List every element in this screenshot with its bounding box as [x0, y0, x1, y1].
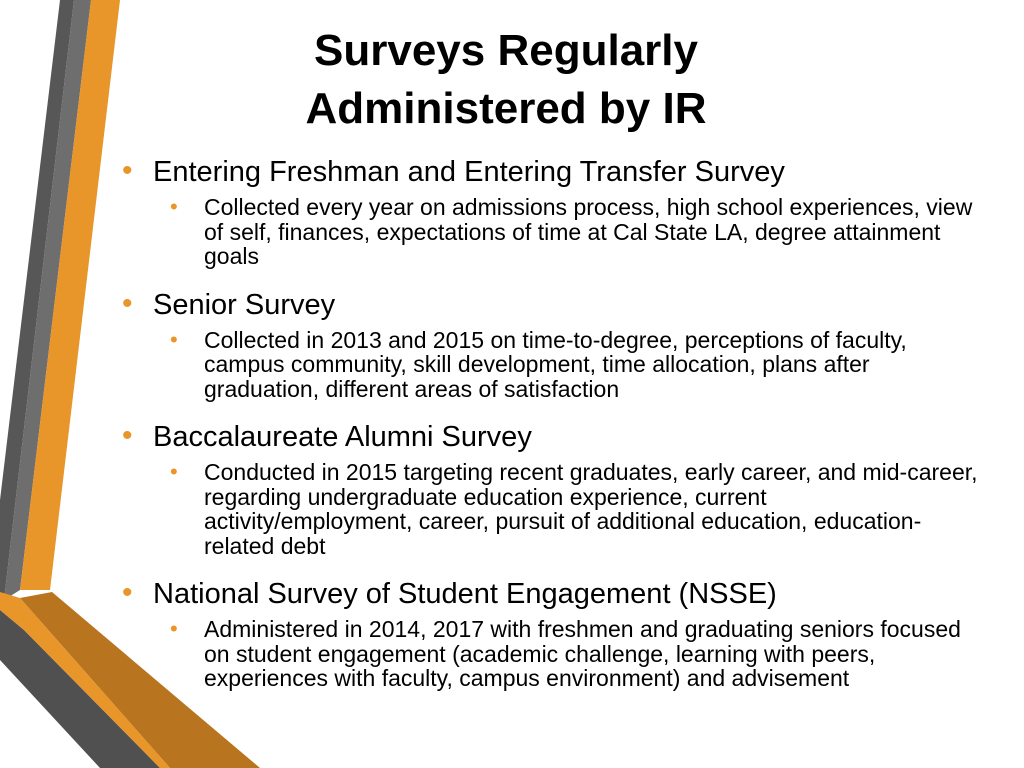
survey-detail-text: Conducted in 2015 targeting recent graduates, early career, and mid-career, regarding undergraduate education experience, current activity/employment, career, pursuit of additional education, education-related debt — [204, 459, 978, 559]
sub-bullet-icon: • — [170, 459, 178, 484]
survey-item-nsse — [120, 574, 980, 691]
survey-details — [153, 460, 980, 558]
survey-details — [153, 617, 980, 691]
survey-heading: Baccalaureate Alumni Survey — [153, 421, 532, 453]
survey-heading: Senior Survey — [153, 288, 336, 321]
sub-bullet-icon: • — [170, 616, 178, 641]
title-line-1: Surveys Regularly — [314, 26, 698, 75]
survey-item-senior — [120, 285, 980, 402]
bullet-icon: • — [122, 154, 133, 187]
survey-detail — [153, 195, 980, 269]
survey-detail — [153, 328, 980, 402]
survey-heading: Entering Freshman and Entering Transfer Survey — [153, 156, 785, 188]
bullet-icon: • — [122, 286, 133, 320]
bullet-icon: • — [122, 576, 133, 609]
sub-bullet-icon: • — [170, 194, 178, 219]
survey-detail-text: Collected every year on admissions process, high school experiences, view of self, finances, expectations of time at Cal State LA, degree attainment goals — [204, 194, 973, 269]
survey-details — [153, 195, 980, 269]
survey-detail-text: Collected in 2013 and 2015 on time-to-degree, perceptions of faculty, campus community, skill development, time allocation, plans after graduation, different areas of satisfaction — [204, 326, 907, 402]
survey-list — [120, 152, 980, 707]
title-line-2: Administered by IR — [305, 84, 707, 133]
survey-detail-text: Administered in 2014, 2017 with freshmen and graduating seniors focused on student engagement (academic challenge, learning with peers, experiences with faculty, campus environment) and advisement — [204, 616, 961, 691]
bullet-icon: • — [122, 419, 133, 452]
survey-detail — [153, 617, 980, 691]
survey-item-alumni — [120, 417, 980, 558]
survey-details — [153, 328, 980, 402]
survey-item-entering-freshman — [120, 152, 980, 269]
sub-bullet-icon: • — [170, 326, 178, 352]
slide-title — [200, 22, 812, 138]
survey-detail — [153, 460, 980, 558]
survey-heading: National Survey of Student Engagement (NSSE) — [153, 578, 777, 610]
